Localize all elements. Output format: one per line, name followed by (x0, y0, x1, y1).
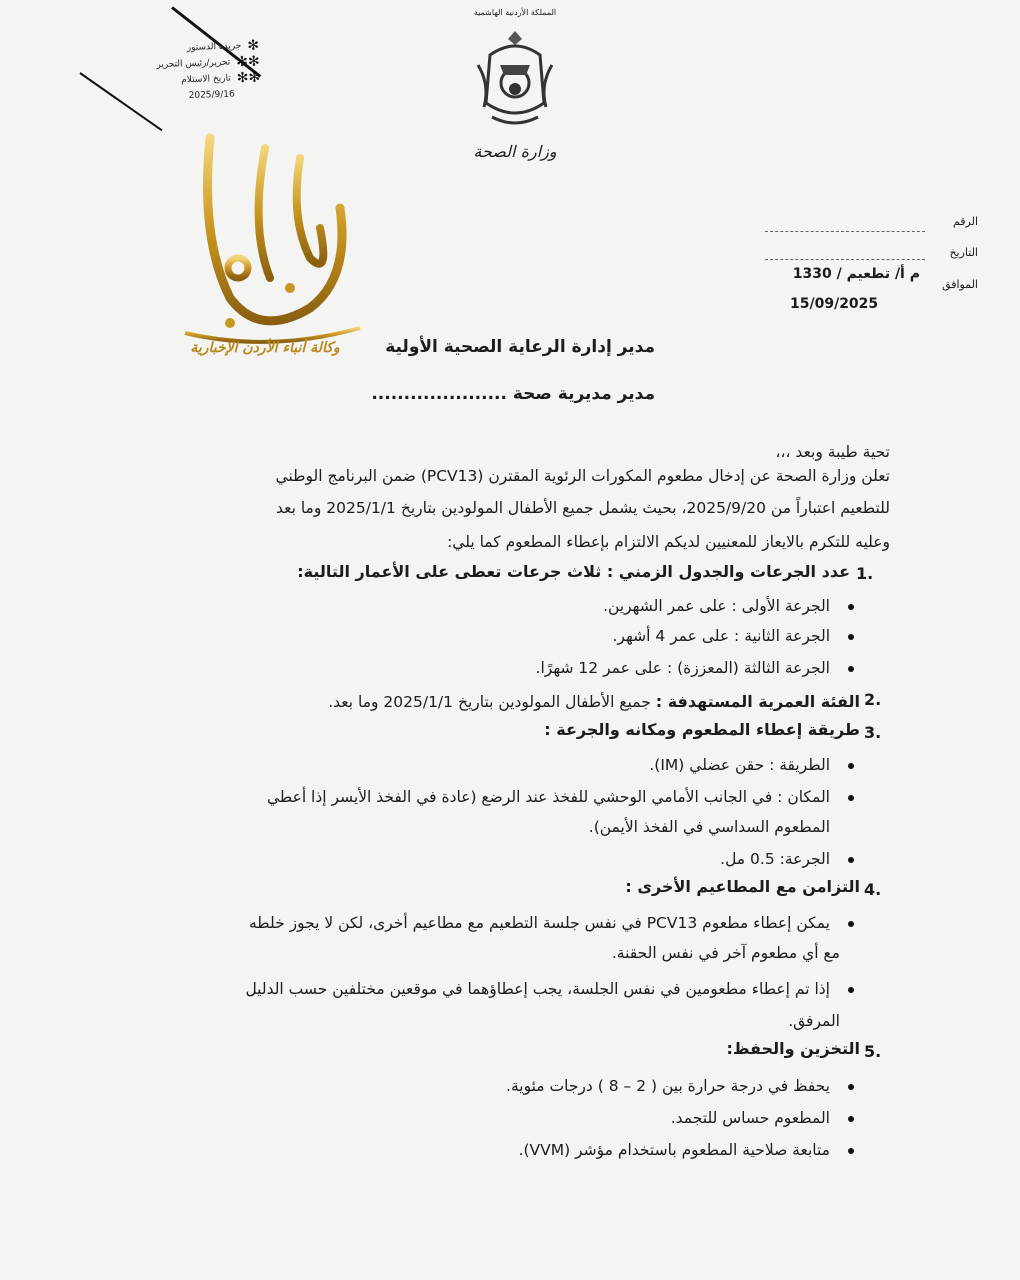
bullet-icon (848, 857, 854, 863)
coat-of-arms-icon (470, 25, 560, 135)
list-item: الجرعة: 0.5 مل. (720, 850, 830, 868)
section-4-number: 4. (864, 880, 882, 899)
number-line (765, 230, 925, 232)
reference-number: م أ/ تطعيم / 1330 (792, 266, 920, 282)
date-label: التاريخ (949, 246, 978, 259)
section-1-number: 1. (856, 564, 874, 583)
bullet-icon (848, 1084, 854, 1090)
bullet-icon (848, 987, 854, 993)
stamp-line: جريدة الدستور (186, 41, 242, 54)
date-line (765, 258, 925, 260)
star-icon: ✻✻ (236, 69, 261, 87)
section-2-title: الفئة العمرية المستهدفة : (655, 692, 860, 711)
bullet-icon (848, 795, 854, 801)
list-item-continuation: المطعوم السداسي في الفخذ الأيمن). (588, 818, 830, 836)
section-1-title: عدد الجرعات والجدول الزمني : ثلاث جرعات تعطى على الأعمار التالية: (297, 562, 850, 581)
list-item: يحفظ في درجة حرارة بين ( 2 – 8 ) درجات مئوية. (506, 1077, 830, 1095)
stamp-line: تحرير/رئيس التحرير (156, 57, 231, 71)
section-3-number: 3. (864, 723, 882, 742)
list-item: متابعة صلاحية المطعوم باستخدام مؤشر (VVM). (518, 1141, 830, 1159)
section-5-title: التخزين والحفظ: (726, 1039, 860, 1058)
list-item: يمكن إعطاء مطعوم PCV13 في نفس جلسة التطعيم مع مطاعيم أخرى، لكن لا يجوز خلطه (248, 914, 830, 932)
bullet-icon (848, 921, 854, 927)
intro-line-3: وعليه للتكرم بالايعاز للمعنيين لديكم الالتزام بإعطاء المطعوم كما يلي: (447, 533, 890, 551)
hijri-label: الموافق (942, 278, 978, 291)
section-2-number: 2. (864, 690, 882, 709)
section-2-text: جميع الأطفال المولودين بتاريخ 2025/1/1 وما بعد. (328, 693, 651, 711)
stamp-line: تاريخ الاستلام (181, 73, 231, 86)
number-label: الرقم (952, 215, 978, 228)
reference-date: 15/09/2025 (790, 296, 879, 312)
received-stamp (119, 38, 261, 107)
list-item: إذا تم إعطاء مطعومين في نفس الجلسة، يجب إعطاؤهما في موقعين مختلفين حسب الدليل (245, 980, 830, 998)
bullet-icon (848, 763, 854, 769)
intro-line-2: للتطعيم اعتباراً من 2025/9/20، بحيث يشمل جميع الأطفال المولودين بتاريخ 2025/1/1 وما بعد (275, 499, 890, 517)
bullet-icon (848, 604, 854, 610)
bullet-icon (848, 1148, 854, 1154)
section-2-line (250, 688, 860, 716)
greeting: تحية طيبة وبعد ،،، (775, 443, 890, 461)
list-item: المطعوم حساس للتجمد. (670, 1109, 830, 1127)
intro-line-1: تعلن وزارة الصحة عن إدخال مطعوم المكورات الرئوية المقترن (PCV13) ضمن البرنامج الوطني (275, 467, 890, 485)
stamp-number: 2025/9/16 (188, 89, 235, 102)
list-item: الجرعة الأولى : على عمر الشهرين. (603, 597, 830, 615)
section-4-title: التزامن مع المطاعيم الأخرى : (625, 877, 860, 896)
news-agency-logo (170, 118, 370, 348)
bullet-icon (848, 1116, 854, 1122)
ministry-name: وزارة الصحة (473, 142, 557, 161)
list-item-continuation: المرفق. (788, 1012, 840, 1030)
addressee-line-1: مدير إدارة الرعاية الصحية الأولية (385, 337, 655, 357)
list-item: الجرعة الثالثة (المعززة) : على عمر 12 شهرًا. (535, 659, 830, 677)
list-item: الجرعة الثانية : على عمر 4 أشهر. (612, 627, 830, 645)
section-5-number: 5. (864, 1042, 882, 1061)
star-icon: ✻✻ (235, 53, 260, 71)
bullet-icon (848, 634, 854, 640)
star-icon: ✻ (247, 37, 260, 54)
crest-caption: المملكة الأردنية الهاشمية (473, 8, 557, 17)
section-3-title: طريقة إعطاء المطعوم ومكانه والجرعة : (544, 720, 860, 739)
list-item-continuation: مع أي مطعوم آخر في نفس الحقنة. (611, 944, 840, 962)
bullet-icon (848, 666, 854, 672)
news-agency-name: وكالة أنباء الأردن الإخبارية (190, 340, 340, 356)
list-item: الطريقة : حقن عضلي (IM). (649, 756, 830, 774)
list-item: المكان : في الجانب الأمامي الوحشي للفخذ عند الرضع (عادة في الفخذ الأيسر إذا أعطي (266, 788, 830, 806)
addressee-line-2: مدير مديرية صحة ..................... (371, 384, 655, 404)
